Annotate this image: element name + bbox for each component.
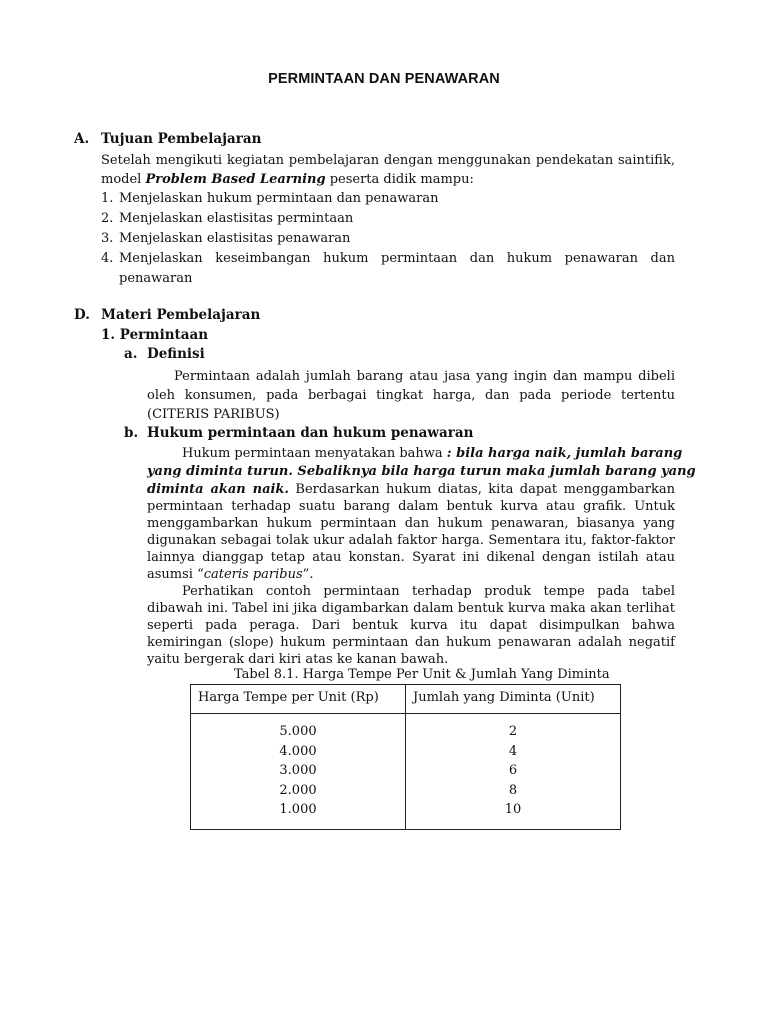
section-a-title: Tujuan Pembelajaran	[101, 131, 262, 147]
table-header-quantity: Jumlah yang Diminta (Unit)	[406, 685, 621, 714]
law-paragraph-line	[182, 444, 683, 463]
law-statement-end: diminta akan naik.	[147, 482, 289, 497]
price-cell: 3.000	[191, 761, 406, 781]
price-cell: 2.000	[191, 781, 406, 801]
quantity-cell: 8	[406, 781, 621, 801]
definition-line: (CITERIS PARIBUS)	[147, 407, 280, 422]
objective-number: 3.	[101, 231, 114, 246]
objective-item-continuation: penawaran	[119, 271, 193, 286]
section-d-title: Materi Pembelajaran	[101, 307, 261, 323]
table-header-price: Harga Tempe per Unit (Rp)	[191, 685, 406, 714]
subsection-b-letter: b.	[124, 425, 139, 441]
table-row	[191, 781, 621, 801]
objective-number: 4.	[101, 251, 114, 266]
example-paragraph-line: seperti pada peraga. Dari bentuk kurva itu dapat disimpulkan bahwa	[147, 618, 675, 633]
objective-number: 2.	[101, 211, 114, 226]
table-row	[191, 761, 621, 781]
section-d-label: D.	[74, 307, 90, 323]
law-paragraph-line: permintaan terhadap suatu barang dalam bentuk kurva atau grafik. Untuk	[147, 499, 675, 514]
table-row	[191, 800, 621, 829]
intro-model-name: Problem Based Learning	[145, 172, 326, 187]
table-row	[191, 714, 621, 742]
page-title: PERMINTAAN DAN PENAWARAN	[268, 71, 500, 87]
intro-pre: model	[101, 172, 146, 187]
section-a-intro-line2	[101, 170, 474, 189]
definition-line: Permintaan adalah jumlah barang atau jasa yang ingin dan mampu dibeli	[174, 369, 675, 384]
subsection-b-title: Hukum permintaan dan hukum penawaran	[147, 425, 474, 441]
law-paragraph-line: yang diminta turun. Sebaliknya bila harga turun maka jumlah barang yang	[147, 464, 696, 479]
assumption-term: cateris paribus	[203, 567, 303, 582]
objective-item: Menjelaskan elastisitas penawaran	[119, 231, 351, 246]
law-paragraph-line: digunakan sebagai tolak ukur adalah faktor harga. Sementara itu, faktor-faktor	[147, 533, 675, 548]
law-pre: Hukum permintaan menyatakan bahwa	[182, 446, 447, 461]
subsection-permintaan: 1. Permintaan	[101, 327, 209, 343]
section-a-label: A.	[74, 131, 90, 147]
objective-number: 1.	[101, 191, 114, 206]
subsection-a-title: Definisi	[147, 346, 205, 362]
assumption-pre: asumsi “	[147, 567, 204, 582]
subsection-a-letter: a.	[124, 346, 138, 362]
objective-item: Menjelaskan elastisitas permintaan	[119, 211, 354, 226]
example-paragraph-line: kemiringan (slope) hukum permintaan dan hukum penawaran adalah negatif	[147, 635, 675, 650]
objective-item: Menjelaskan keseimbangan hukum permintaan dan hukum penawaran dan	[119, 251, 675, 266]
example-paragraph-line: Perhatikan contoh permintaan terhadap produk tempe pada tabel	[182, 584, 675, 599]
example-paragraph-line: dibawah ini. Tabel ini jika digambarkan dalam bentuk kurva maka akan terlihat	[147, 601, 675, 616]
assumption-post: ”.	[302, 567, 314, 582]
quantity-cell: 6	[406, 761, 621, 781]
table-header-row	[191, 685, 621, 714]
quantity-cell: 2	[406, 714, 621, 742]
table-caption: Tabel 8.1. Harga Tempe Per Unit & Jumlah Yang Diminta	[234, 667, 610, 682]
price-cell: 1.000	[191, 800, 406, 829]
law-statement: : bila harga naik, jumlah barang	[446, 446, 683, 461]
quantity-cell: 4	[406, 742, 621, 762]
objective-item: Menjelaskan hukum permintaan dan penawaran	[119, 191, 439, 206]
price-cell: 5.000	[191, 714, 406, 742]
quantity-cell: 10	[406, 800, 621, 829]
section-a-intro-line1: Setelah mengikuti kegiatan pembelajaran dengan menggunakan pendekatan saintifik,	[101, 153, 675, 168]
example-paragraph-line: yaitu bergerak dari kiri atas ke kanan bawah.	[147, 652, 449, 667]
demand-table	[190, 684, 621, 830]
law-paragraph-line: menggambarkan hukum permintaan dan hukum penawaran, biasanya yang	[147, 516, 675, 531]
price-cell: 4.000	[191, 742, 406, 762]
law-post: Berdasarkan hukum diatas, kita dapat menggambarkan	[288, 482, 675, 497]
intro-post: peserta didik mampu:	[325, 172, 474, 187]
table-row	[191, 742, 621, 762]
law-paragraph-line: lainnya dianggap tetap atau konstan. Syarat ini dikenal dengan istilah atau	[147, 550, 675, 565]
definition-line: oleh konsumen, pada berbagai tingkat harga, dan pada periode tertentu	[147, 388, 675, 403]
